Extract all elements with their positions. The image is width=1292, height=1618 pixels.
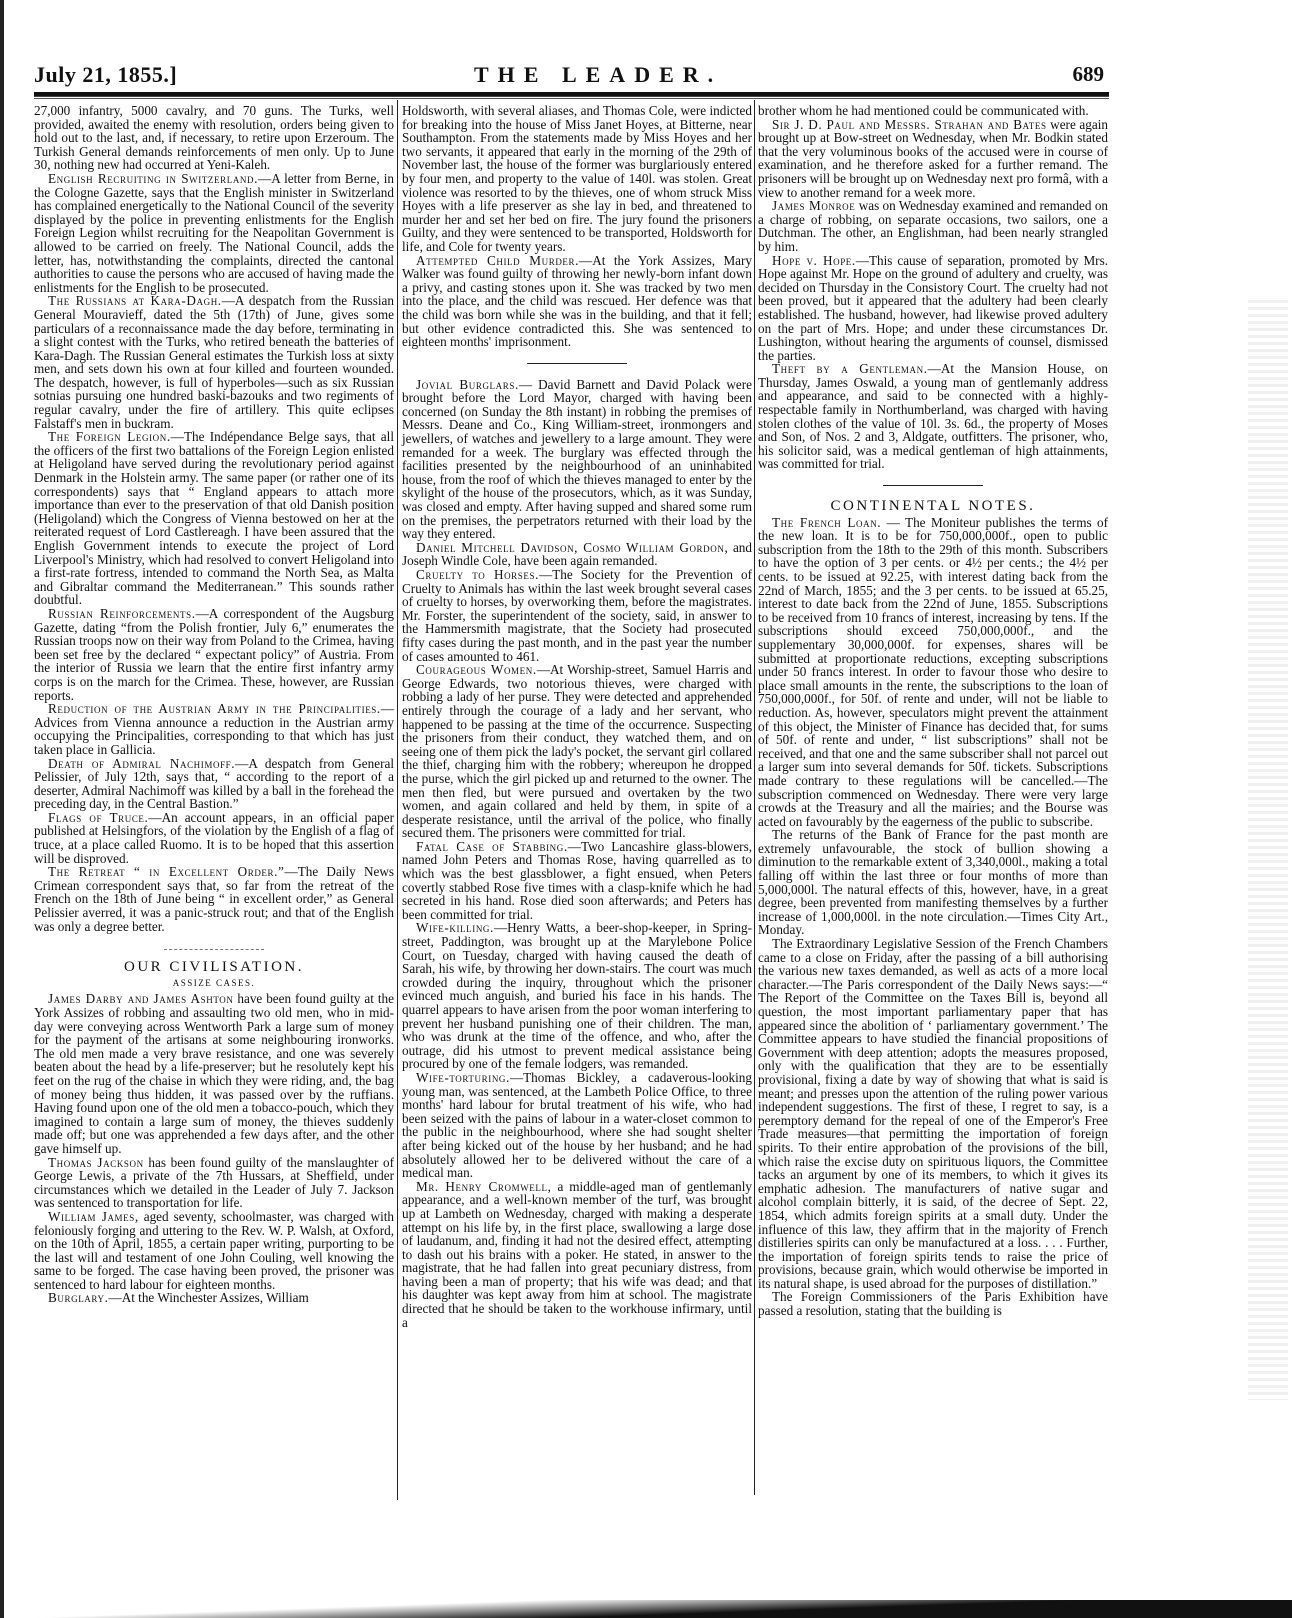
scan-right-margin-noise	[1248, 300, 1288, 1400]
scan-left-edge	[0, 0, 4, 1618]
article-paragraph: The Extraordinary Legislative Session of the French Chambers came to a close on Friday, after the passing of a bill authorising the various new taxes demanded, as well as acts of a more local character.—The Paris correspondent of the Daily News says:—“ The Report of the Committee on the Taxes Bill is, beyond all question, the most important parliamentary paper that has appeared since the abolition of ‘ parliamentary government.’ The Committee appears to have studied the financial propositions of Government with deep attention; adopts the measures proposed, only with the qualification that they are to be essentially provisional, fixing a date by way of showing that what is said is meant; and presses upon the attention of the ruling power various independent suggestions. The first of these, I regret to say, is a peremptory demand for the repeal of one of the Emperor's Free Trade measures—that permitting the importation of foreign spirits. To their entire approbation of the provisions of the bill, which raise the excise duty on spirituous liquors, the Committee tacks an argument by one of its members, to which it gives its emphatic adhesion. The manufacturers of native sugar and alcohol complain bitterly, it is said, of the decree of Sept. 22, 1854, which admits foreign spirits at a small duty. Under the influence of this law, they affirm that in the majority of French distilleries spirits can only be manufactured at a loss. . . . Further, the importation of foreign spirits tends to raise the price of provisions, because grain, which would otherwise be imported in its natural shape, is used abroad for the purposes of distillation.”	[758, 936, 1108, 1291]
article-paragraph: Burglary.—At the Winchester Assizes, William	[48, 1290, 309, 1306]
column-1	[34, 104, 394, 1305]
issue-date: July 21, 1855.]	[34, 62, 178, 87]
article-paragraph: Theft by a Gentleman.—At the Mansion House, on Thursday, James Oswald, a young man of gentlemanly address and appearance, and said to be connected with a highly-respectable family in Northumberland, was charged with having stolen clothes of the value of 10l. 3s. 6d., the property of Moses and Son, of Nos. 2 and 3, Aldgate, outfitters. The prisoner, who, his solicitor said, was a medical gentleman of high attainments, was committed for trial.	[758, 361, 1108, 472]
article-paragraph: brother whom he had mentioned could be communicated with.	[758, 103, 1089, 118]
article-heading: Hope v. Hope.	[772, 252, 856, 268]
article-paragraph: 27,000 infantry, 5000 cavalry, and 70 guns. The Turks, well provided, awaited the enemy with resolution, orders being given to hold out to the last, and, if necessary, to retire upon Erzeroum. The Turkish General demands reinforcements of men only. Up to June 30, nothing new had occurred at Yeni-Kaleh.	[34, 103, 394, 173]
page-number: 689	[1072, 62, 1104, 86]
masthead-rule	[34, 92, 1109, 97]
article-paragraph: Thomas Jackson has been found guilty of the manslaughter of George Lewis, a private of the 7th Hussars, at Sheffield, under circumstances which we detailed in the Leader of July 7. Jackson was sentenced to transportation for life.	[34, 1154, 394, 1211]
article-heading: Theft by a Gentleman.	[772, 361, 928, 377]
article-paragraph: Cruelty to Horses.—The Society for the Prevention of Cruelty to Animals has within the last week brought several cases of cruelty to horses, by overworking them, before the magistrates. Mr. Forster, the superintendent of the society, said, in answer to the Hammersmith magistrate, that the Society had prosecuted fifty cases during the past month, and in the past year the number of cases amounted to 461.	[402, 567, 752, 664]
article-heading: Cruelty to Horses.	[416, 567, 539, 582]
article-heading: Courageous Women.	[416, 662, 537, 678]
article-paragraph: The French Loan. — The Moniteur publishes the terms of the new loan. It is to be for 750,000,000f., open to public subscription from the 18th to the 29th of this month. Subscribers to have the option of 3 per cents. or 4½ per cents.; the 4½ per cents. to be issued at 92.25, with interest dating back from the 22nd of March, 1855; and the 3 per cents. to be issued at 65.25, interest to date back from the 22nd of June, 1855. Subscriptions to be received from 10 francs of interest, increasing by tens. If the subscriptions should exceed 750,000,000f., and the supplementary 30,000,000f. for expenses, shares will be submitted at proportionate reductions, excepting subscriptions under 50 francs interest. In order to favour those who desire to place small amounts in the rente, the subscriptions to the loan of 750,000,000f., for 50f. of rente and under, will not be liable to reduction. As, however, speculators might prevent the attainment of this object, the Minister of Finance has decided that, for sums of 50f. of rente and under, “ list subscriptions” shall not be received, and that one and the same subscriber shall not parcel out a larger sum into several demands for 50f. tickets. Subscriptions made contrary to these regulations will be cancelled.—The subscription commenced on Wednesday. There were very large crowds at the Treasury and all the mairies; and the Bourse was acted on favourably by the eagerness of the public to subscribe.	[758, 514, 1109, 829]
article-heading: The Retreat “ in Excellent Order.”	[48, 864, 285, 880]
article-paragraph: Reduction of the Austrian Army in the Principalities.—Advices from Vienna announce a reduction in the Austrian army occupying the Principalities, corresponding to that which has just taken place in Gallicia.	[34, 701, 394, 757]
article-paragraph: Flags of Truce.—An account appears, in an official paper published at Helsingfors, of the violation by the English of a flag of truce, at a place called Ruomo. It is to be hoped that this assertion will be disproved.	[34, 809, 394, 866]
article-heading: Russian Reinforcements.	[48, 605, 196, 621]
article-separator-rule	[527, 363, 627, 364]
article-paragraph: Wife-killing.—Henry Watts, a beer-shop-keeper, in Spring-street, Paddington, was brought up at the Marylebone Police Court, on Tuesday, charged with having caused the death of Sarah, his wife, by throwing her down-stairs. The court was much crowded during the inquiry, throughout which the prisoner evinced much anguish, and buried his face in his hands. The quarrel appears to have arisen from the poor woman interfering to prevent her husband punishing one of their children. The man, who was drunk at the time of the offence, and who, after the outrage, did his utmost to prevent medical assistance being procured by one of the female lodgers, was remanded.	[402, 920, 752, 1072]
article-heading: Sir J. D. Paul and Messrs. Strahan and Bates	[772, 116, 1047, 132]
column-3	[758, 104, 1108, 1318]
article-paragraph: Fatal Case of Stabbing.—Two Lancashire glass-blowers, named John Peters and Thomas Rose, having quarrelled as to which was the best glassblower, a fight ensued, when Peters covertly stabbed Rose five times with a clasp-knife which he had secreted in his hand. Rose died soon afterwards; and Peters has been committed for trial.	[402, 838, 753, 922]
article-paragraph: Death of Admiral Nachimoff.—A despatch from General Pelissier, of July 12th, says that, “ according to the report of a deserter, Admiral Nachimoff was killed by a ball in the forehead the preceding day, in the Central Bastion.”	[34, 755, 394, 812]
article-heading: English Recruiting in Switzerland.	[48, 170, 259, 186]
column-2	[402, 104, 752, 1329]
article-paragraph: English Recruiting in Switzerland.—A letter from Berne, in the Cologne Gazette, says that the English minister in Switzerland has complained energetically to the National Council of the severity displayed by the police in preventing enlistments for the English Foreign Legion whilst recruiting for the Neapolitan Government is allowed to be carried on freely. The National Council, adds the letter, has, notwithstanding the complaints, directed the cantonal authorities to cause the persons who are accused of having made the enlistments for the English to be prosecuted.	[34, 170, 395, 295]
section-separator	[164, 949, 264, 951]
article-heading: Jovial Burglars.	[416, 376, 519, 392]
article-paragraph: The Russians at Kara-Dagh.—A despatch from the Russian General Mouravieff, dated the 5th (17th) of June, gives some particulars of a reconnaissance made the day before, terminating in a slight contest with the Turks, who retired beneath the batteries of Kara-Dagh. The Russian General estimates the Turkish loss at sixty men, and sets down his own at four killed and fourteen wounded. The despatch, however, is full of hyperboles—such as six Russian sotnias pursuing one hundred baski-bazouks and two regiments of regular cavalry, under the fire of artillery. This quite eclipses Falstaff's men in buckram.	[34, 293, 394, 431]
article-heading: The Foreign Legion.	[48, 429, 171, 445]
section-title-continental-notes: CONTINENTAL NOTES.	[830, 498, 1036, 515]
article-paragraph: Hope v. Hope.—This cause of separation, promoted by Mrs. Hope against Mr. Hope on the ground of adultery and cruelty, was decided on Thursday in the Consistory Court. The cruelty had not been proved, but it appeared that the adultery had been clearly established. The husband, however, had likewise proved adultery on the part of Mrs. Hope; and under these circumstances Dr. Lushington, without hearing the arguments of counsel, dismissed the parties.	[758, 252, 1108, 363]
column-divider-2	[754, 100, 755, 1495]
article-paragraph: James Darby and James Ashton have been found guilty at the York Assizes of robbing and assaulting two old men, who in mid-day were conveying across Wentworth Park a large sum of money for the payment of the artisans at some neighbouring ironworks. The old men made a very brave resistance, and one was severely beaten about the head by a life-preserver; but he resolutely kept his feet on the rug of the chaise in which they were riding, and, the bag of money being thus hidden, it was passed over by the ruffians. Having found upon one of the old men a tobacco-pouch, which they imagined to contain a large sum of money, the thieves suddenly made off; but one was apprehended a few days after, and the other gave himself up.	[34, 991, 394, 1156]
article-paragraph: The Retreat “ in Excellent Order.”—The Daily News Crimean correspondent says that, so far from the retreat of the French on the 18th of June being “ in excellent order,” as General Pelissier averred, it was a panic-struck rout; and that of the English was only a degree better.	[34, 864, 394, 934]
article-paragraph: Daniel Mitchell Davidson, Cosmo William Gordon, and Joseph Windle Cole, have been again remanded.	[402, 539, 752, 569]
article-heading: Daniel Mitchell Davidson, Cosmo William Gordon,	[416, 539, 729, 555]
article-paragraph: Russian Reinforcements.—A correspondent of the Augsburg Gazette, dating “from the Polish frontier, July 6,” enumerates the Russian troops now on their way from Poland to the Crimea, having been set free by the declared “ expectant policy” of Austria. From the interior of Russia we learn that the entire first infantry army corps is on the march for the Crimea. These, however, are Russian reports.	[34, 605, 394, 703]
masthead-rule-thin	[34, 98, 1109, 99]
article-heading: Reduction of the Austrian Army in the Principalities.	[48, 701, 381, 717]
article-paragraph: Attempted Child Murder.—At the York Assizes, Mary Walker was found guilty of throwing her newly-born infant down a privy, and casting stones upon it. She was tracked by two men into the place, and the child was rescued. Her defence was that the child was born while she was in the building, and that it fell; but other evidence contradicted this. She was sentenced to eighteen months' imprisonment.	[402, 252, 753, 350]
article-heading: James Monroe	[772, 198, 856, 214]
masthead	[34, 62, 1104, 92]
article-paragraph: Holdsworth, with several aliases, and Thomas Cole, were indicted for breaking into the house of Miss Janet Hoyes, at Bitterne, near Southampton. From the statements made by Miss Hoyes and her two servants, it appeared that early in the morning of the 29th of November last, the house of the former was burglariously entered by four men, and property to the value of 140l. was stolen. Great violence was resorted to by the thieves, one of whom struck Miss Hoyes with a life preserver as she lay in bed, and threatened to murder her and set her bed on fire. The jury found the prisoners Guilty, and they were sentenced to be transported, Holdsworth for life, and Cole for twenty years.	[402, 103, 752, 254]
article-heading: Thomas Jackson	[48, 1154, 144, 1170]
article-paragraph: James Monroe was on Wednesday examined and remanded on a charge of robbing, on separate occasions, two sailors, one a Dutchman. The other, an Englishman, had been nearly strangled by him.	[758, 198, 1109, 254]
article-paragraph: William James, aged seventy, schoolmaster, was charged with feloniously forging and uttering to the Rev. W. P. Walsh, at Oxford, on the 10th of April, 1855, a certain paper writing, purporting to be the last will and testament of one John Couling, well knowing the same to be forged. The case having been proved, the prisoner was sentenced to hard labour for eighteen months.	[34, 1208, 394, 1292]
article-heading: The French Loan.	[772, 514, 882, 530]
section-title-our-civilisation: OUR CIVILISATION.	[124, 959, 304, 976]
article-paragraph: Mr. Henry Cromwell, a middle-aged man of gentlemanly appearance, and a well-known member of the turf, was brought up at Lambeth on Wednesday, charged with making a desperate attempt on his life by, in the first place, swallowing a large dose of laudanum, and, finding it had not the desired effect, attempting to dash out his brains with a poker. He stated, in answer to the magistrate, that he had fallen into great pecuniary distress, from having been a man of property; that his wife was dead; and that his daughter was kept away from him at school. The magistrate directed that he should be taken to the workhouse infirmary, until a	[402, 1178, 752, 1330]
article-paragraph: Jovial Burglars.— David Barnett and David Polack were brought before the Lord Mayor, charged with having been concerned (on Sunday the 8th instant) in robbing the premises of Messrs. Deane and Co., King William-street, ironmongers and jewellers, of watches and jewellery to a large amount. They were remanded for a week. The burglary was effected through the facilities presented by the neighbourhood of an uninhabited house, from the roof of which the thieves managed to enter by the skylight of the house of the prosecutors, which, as it was Sunday, was closed and empty. After having supped and shared some rum on the premises, the perpetrators returned with their load by the way they entered.	[402, 376, 753, 542]
article-paragraph: Wife-torturing.—Thomas Bickley, a cadaverous-looking young man, was sentenced, at the Lambeth Police Office, to three months' hard labour for brutal treatment of his wife, who had been seized with the pains of labour in a water-closet common to the public in the neighbourhood, where she had sought shelter after being kicked out of the house by her husband; and he had absolutely allowed her to be delivered without the care of a medical man.	[402, 1069, 752, 1181]
article-heading: Fatal Case of Stabbing.	[416, 838, 568, 854]
article-paragraph: The returns of the Bank of France for the past month are extremely unfavourable, the stock of bullion showing a diminution to the remarkable extent of 3,340,000l., making a total falling off within the last three or four months of more than 5,000,000l. The natural effects of this, however, have, in a great degree, been prevented from manifesting themselves by a further increase of 1,000,000l. in the note circulation.—Times City Art., Monday.	[758, 827, 1108, 938]
article-paragraph: The Foreign Commissioners of the Paris Exhibition have passed a resolution, stating that the building is	[758, 1289, 1108, 1319]
article-heading: Burglary.	[48, 1290, 109, 1306]
article-paragraph: The Foreign Legion.—The Indépendance Belge says, that all the officers of the first two battalions of the Foreign Legion enlisted at Heligoland have served during the revolutionary period against Denmark in the Holstein army. The same paper (or rather one of its correspondents) says that “ England appears to attach more importance than ever to the preservation of that old Danish position (Heligoland) which the Congress of Vienna bestowed on her at the reiterated request of Lord Castlereagh. I have been assured that the English Government intends to execute the project of Lord Liverpool's Ministry, which had resolved to convert Heligoland into a first-rate fortress, intended to command the North Sea, as Malta and Gibraltar command the Mediterranean.” This sounds rather doubtful.	[34, 429, 394, 608]
article-heading: Wife-killing.	[416, 920, 494, 936]
article-heading: Wife-torturing.	[416, 1069, 510, 1085]
scan-bottom-edge	[0, 1600, 1292, 1618]
article-paragraph: Sir J. D. Paul and Messrs. Strahan and Bates were again brought up at Bow-street on Wednesday, when Mr. Bodkin stated that the very voluminous books of the accused were in course of examination, and he therefore asked for a further remand. The prisoners will be brought up on Wednesday next pro formâ, with a view to another remand for a week more.	[758, 116, 1108, 200]
article-heading: The Russians at Kara-Dagh.	[48, 293, 222, 309]
article-heading: Death of Admiral Nachimoff.	[48, 755, 236, 771]
article-heading: Mr. Henry Cromwell,	[416, 1178, 552, 1194]
section-subtitle-assize-cases: ASSIZE CASES.	[172, 977, 256, 988]
article-heading: James Darby and James Ashton	[48, 991, 234, 1007]
section-separator-rule	[883, 485, 983, 486]
article-heading: William James,	[48, 1208, 139, 1224]
article-heading: Flags of Truce.	[48, 809, 149, 825]
newspaper-title: THE LEADER.	[474, 62, 723, 87]
article-paragraph: Courageous Women.—At Worship-street, Samuel Harris and George Edwards, two notorious thieves, were charged with robbing a lady of her purse. They were detected and apprehended entirely through the courage of a lady and her servant, who happened to be passing at the time of the occurrence. Suspecting the prisoners from their conduct, they watched them, and on seeing one of them pick the lady's pocket, the servant girl collared the thief, charging him with the robbery; whereupon he dropped the purse, which the girl picked up and returned to the owner. The men then fled, but were pursued and overtaken by the two women, and again collared and held by them, in spite of a desperate resistance, until the arrival of the police, who finally secured them. The prisoners were committed for trial.	[402, 662, 752, 841]
article-heading: Attempted Child Murder.	[416, 252, 580, 268]
column-divider-1	[397, 100, 398, 1500]
